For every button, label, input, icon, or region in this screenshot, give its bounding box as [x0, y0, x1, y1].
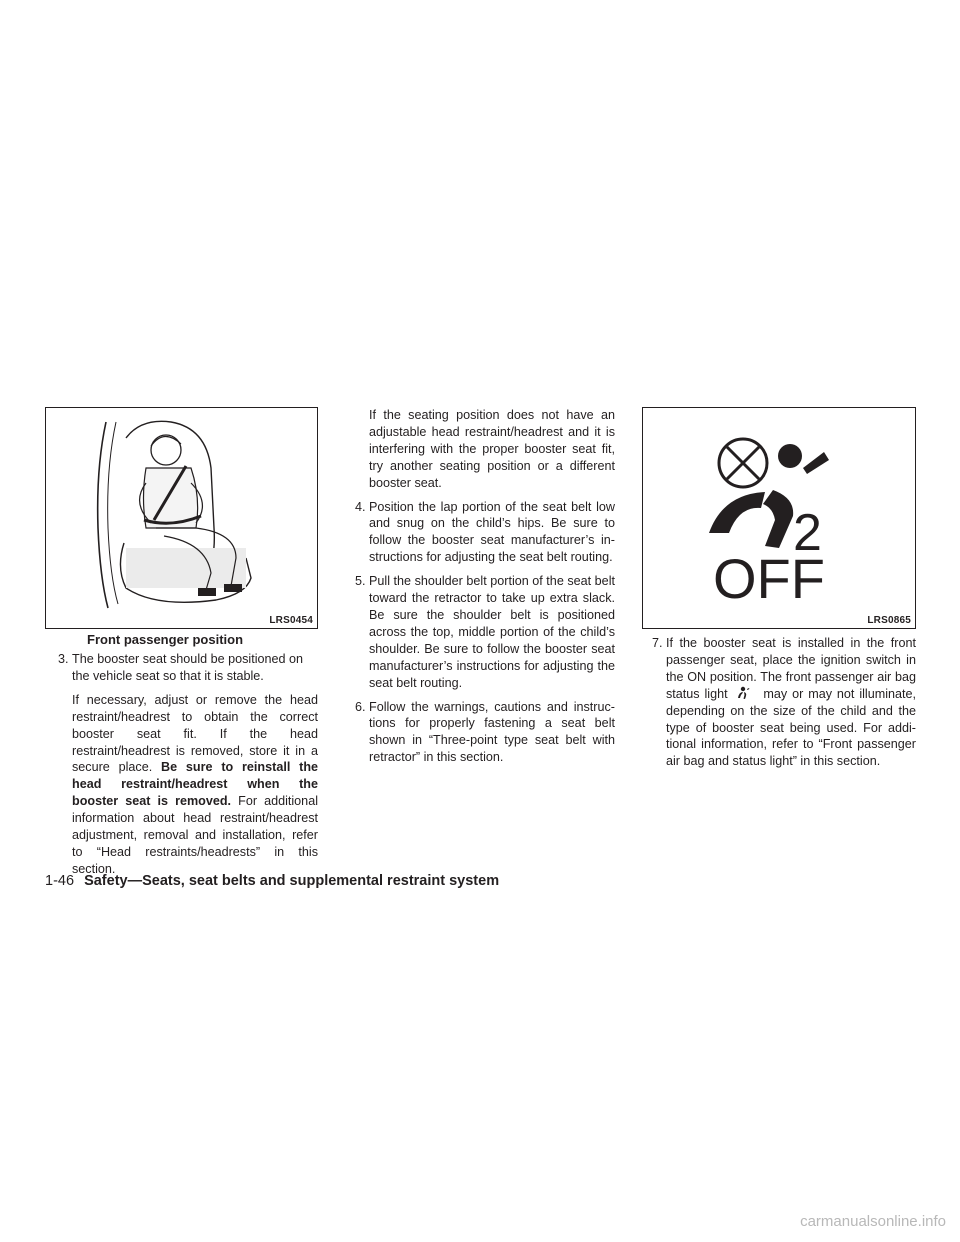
watermark-text: carmanualsonline.info [800, 1213, 946, 1230]
item-number: 4. [355, 499, 366, 514]
column-3 [652, 635, 916, 777]
off-text: OFF [713, 547, 825, 610]
airbag-status-light-icon [733, 686, 759, 700]
item-text: Position the lap portion of the seat belt low and snug on the child’s hips. Be sure to follow the booster seat manufacturer’s in-structions for adjusting the seat belt routing. [369, 499, 615, 565]
list-item-3 [58, 651, 318, 685]
column-2 [355, 407, 615, 773]
continued-paragraph: If the seating position does not have an adjustable head restraint/headrest and it is interfering with the proper booster seat fit, try another seating position or a different booster seat. [369, 408, 615, 490]
item-3-paragraph-2 [58, 692, 318, 878]
figure-airbag-off-light [642, 407, 916, 629]
digit-text: 2 [793, 504, 822, 562]
figure-code: LRS0865 [867, 615, 911, 626]
paragraph-text: For additional information about head restraint/headrest adjustment, removal and installation, refer to “Head restraints/headrests” in this section. [72, 794, 318, 876]
column-1 [58, 651, 318, 878]
item-number: 3. [58, 652, 69, 666]
item-number: 7. [652, 636, 663, 650]
page-number: 1-46 [45, 873, 75, 889]
list-item-4 [355, 499, 615, 567]
paragraph-bold-text: Be sure to reinstall the head restraint/headrest when the booster seat is removed. [72, 760, 319, 809]
list-item-7 [652, 635, 916, 770]
list-item-5 [355, 573, 615, 691]
item-number: 6. [355, 699, 366, 714]
item-text-part-b: may or may not illuminate, depending on the size of the child and the type of booster seat being used. For addi-tional information, refer to “Front passenger air bag and status light” in this section. [666, 686, 917, 769]
section-title: Safety—Seats, seat belts and supplemental restraint system [84, 873, 500, 889]
list-item-6 [355, 699, 615, 767]
item-text: Follow the warnings, cautions and instruc-tions for properly fastening a seat belt shown in “Three-point type seat belt with retractor” in this section. [369, 699, 615, 765]
item-text-part-a: If the booster seat is installed in the front passenger seat, place the ignition switch in the ON position. The front passenger air bag status light [666, 636, 916, 701]
item-text: Pull the shoulder belt portion of the seat belt toward the retractor to take up extra slack. Be sure the shoulder belt is positioned across the top, middle portion of the child’s shoulder. Be sure to follow the booster seat manufacturer’s instructions for adjusting the seat belt routing. [369, 574, 615, 690]
passenger-airbag-off-icon [643, 408, 915, 628]
figure-booster-seat [45, 407, 318, 629]
item-number: 5. [355, 574, 366, 589]
figure-code: LRS0454 [269, 615, 313, 626]
page-footer [45, 873, 499, 889]
paragraph-text: If necessary, adjust or remove the head restraint/headrest to obtain the correct booster seat fit. If the head restraint/headrest is removed, store it in a secure place. [72, 692, 318, 775]
figure-caption: Front passenger position [87, 632, 244, 647]
booster-seat-illustration [46, 408, 317, 628]
item-text: The booster seat should be positioned on the vehicle seat so that it is stable. [72, 652, 304, 683]
